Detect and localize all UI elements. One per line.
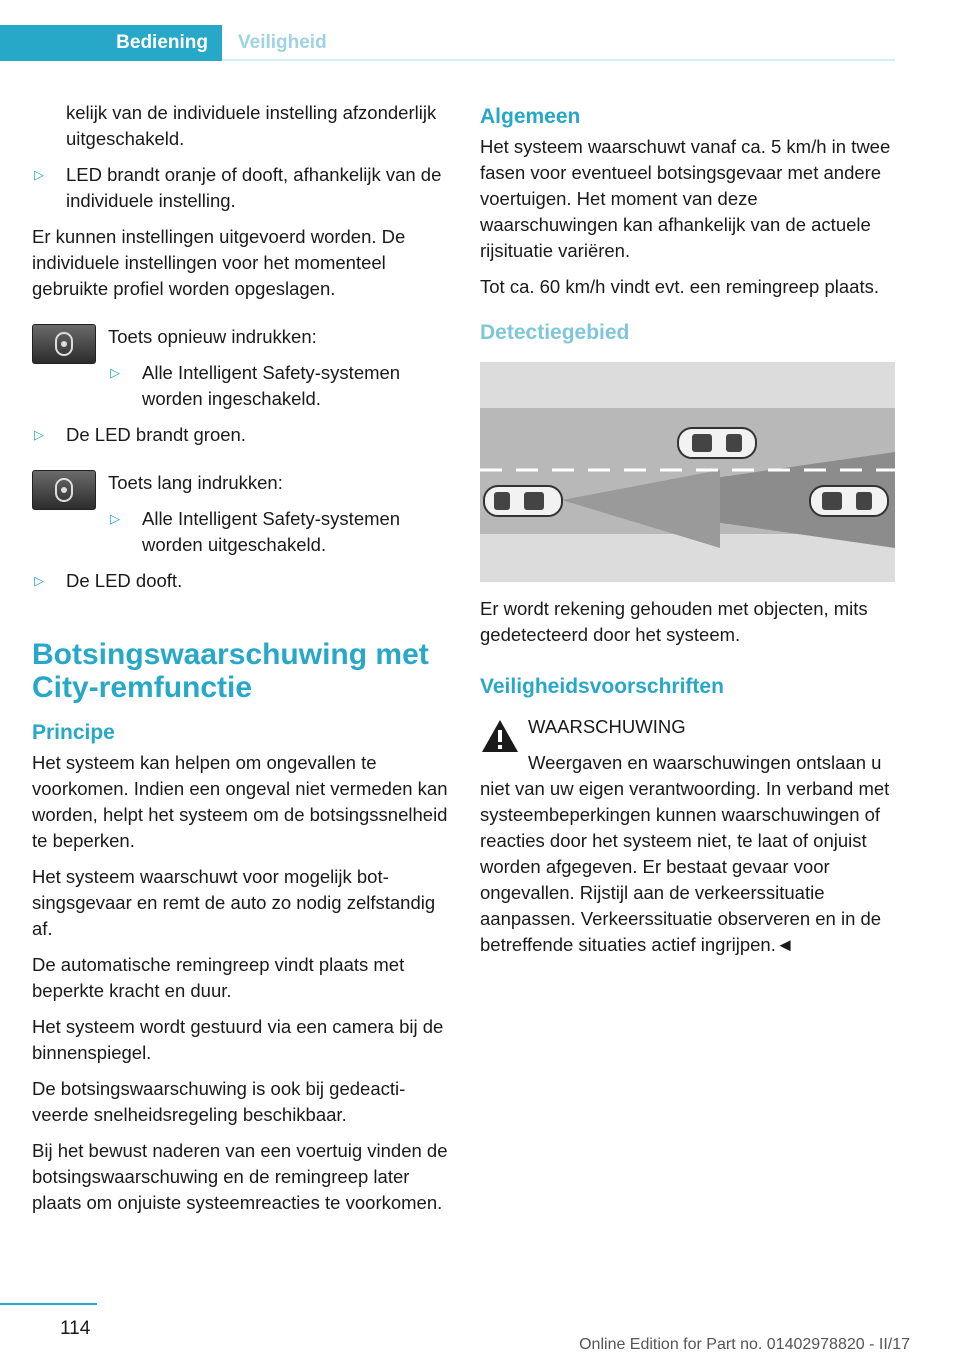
page-number: 114 bbox=[60, 1318, 91, 1339]
paragraph: De automatische remingreep vindt plaats met beperkte kracht en duur. bbox=[32, 954, 405, 1001]
subsection-title: Algemeen bbox=[480, 105, 581, 128]
car-icon bbox=[484, 486, 562, 516]
car-icon bbox=[678, 428, 756, 458]
paragraph: Het systeem waarschuwt vanaf ca. 5 km/h in twee fasen voor eventueel botsingsgevaar met andere voertuigen. Het moment van deze waarschuwingen kan afhankelijk van de actuele rijsituatie variëren. bbox=[480, 136, 891, 261]
bullet-text: Alle Intelligent Safety-systemen worden ingeschakeld. bbox=[142, 362, 401, 409]
instruction-text: Toets opnieuw indrukken: bbox=[108, 326, 317, 347]
page-number-rule bbox=[0, 1303, 97, 1305]
detection-area-diagram bbox=[480, 362, 895, 582]
bullet-triangle-icon: ▷ bbox=[110, 365, 120, 380]
bullet-text: De LED dooft. bbox=[66, 570, 183, 591]
bullet-triangle-icon: ▷ bbox=[34, 167, 44, 182]
paragraph: Tot ca. 60 km/h vindt evt. een remingreep plaats. bbox=[480, 276, 879, 297]
bullet-item bbox=[32, 422, 452, 448]
instruction-text: Toets lang indrukken: bbox=[108, 472, 283, 493]
subsection-title: Veiligheidsvoorschriften bbox=[480, 675, 724, 698]
bullet-text: LED brandt oranje of dooft, afhankelijk van de individuele instelling. bbox=[66, 164, 442, 211]
section-title: Botsingswaarschuwing met City-remfunctie bbox=[32, 638, 429, 704]
icon-instruction bbox=[32, 324, 452, 412]
paragraph: De botsingswaarschuwing is ook bij gedeactiveerde snelheidsregeling beschikbaar. bbox=[32, 1078, 406, 1125]
bullet-text: Alle Intelligent Safety-systemen worden uitgeschakeld. bbox=[142, 508, 401, 555]
bullet-item bbox=[32, 162, 452, 214]
paragraph: kelijk van de individuele instelling afzonderlijk uitgeschakeld. bbox=[66, 102, 437, 149]
paragraph: Het systeem wordt gestuurd via een camera bij de binnenspiegel. bbox=[32, 1016, 444, 1063]
warning-title: WAARSCHUWING bbox=[528, 716, 686, 737]
bullet-item bbox=[108, 360, 452, 412]
header-rule bbox=[222, 59, 895, 61]
icon-instruction bbox=[32, 470, 452, 558]
bullet-triangle-icon: ▷ bbox=[34, 573, 44, 588]
right-column bbox=[480, 100, 900, 968]
bullet-triangle-icon: ▷ bbox=[34, 427, 44, 442]
warning-triangle-icon bbox=[480, 718, 520, 754]
tab-bediening[interactable]: Bediening bbox=[0, 25, 222, 61]
car-icon bbox=[810, 486, 888, 516]
edition-footer: Online Edition for Part no. 01402978820 - II/17 bbox=[579, 1336, 910, 1353]
bullet-item bbox=[108, 506, 452, 558]
paragraph: Er wordt rekening gehouden met objecten, mits gedetecteerd door het systeem. bbox=[480, 598, 868, 645]
intelligent-safety-button-icon bbox=[32, 470, 96, 510]
bullet-item bbox=[32, 568, 452, 594]
left-column bbox=[32, 100, 452, 1226]
tab-veiligheid[interactable]: Veiligheid bbox=[238, 32, 327, 53]
bullet-triangle-icon: ▷ bbox=[110, 511, 120, 526]
subsection-title: Principe bbox=[32, 721, 115, 744]
paragraph: Het systeem kan helpen om ongevallen te voorkomen. Indien een ongeval niet vermeden kan worden, helpt het systeem om de botsingssnelheid te beperken. bbox=[32, 752, 448, 851]
paragraph: Bij het bewust naderen van een voertuig vinden de botsingswaarschuwing en de remingreep later plaats om onjuiste systeemreacties te voorkomen. bbox=[32, 1140, 448, 1213]
bullet-text: De LED brandt groen. bbox=[66, 424, 246, 445]
subsection-title: Detectiegebied bbox=[480, 321, 630, 344]
warning-block bbox=[480, 714, 900, 958]
paragraph: Het systeem waarschuwt voor mogelijk botsingsgevaar en remt de auto zo nodig zelfstandig af. bbox=[32, 866, 436, 939]
header-tabs bbox=[0, 25, 895, 61]
intelligent-safety-button-icon bbox=[32, 324, 96, 364]
paragraph: Er kunnen instellingen uitgevoerd worden. De individuele instellingen voor het momenteel gebruikte profiel worden opgeslagen. bbox=[32, 226, 406, 299]
warning-text: Weergaven en waarschuwingen ontslaan u niet van uw eigen verantwoording. In verband met systeembeperkingen kunnen waarschuwingen of reacties door het systeem niet, te laat of onjuist worden afgegeven. Er bestaat gevaar voor ongevallen. Rijstijl aan de verkeerssituatie aanpassen. Verkeerssituatie observeren en in de betreffende situaties actief ingrijpen.◄ bbox=[480, 752, 890, 955]
